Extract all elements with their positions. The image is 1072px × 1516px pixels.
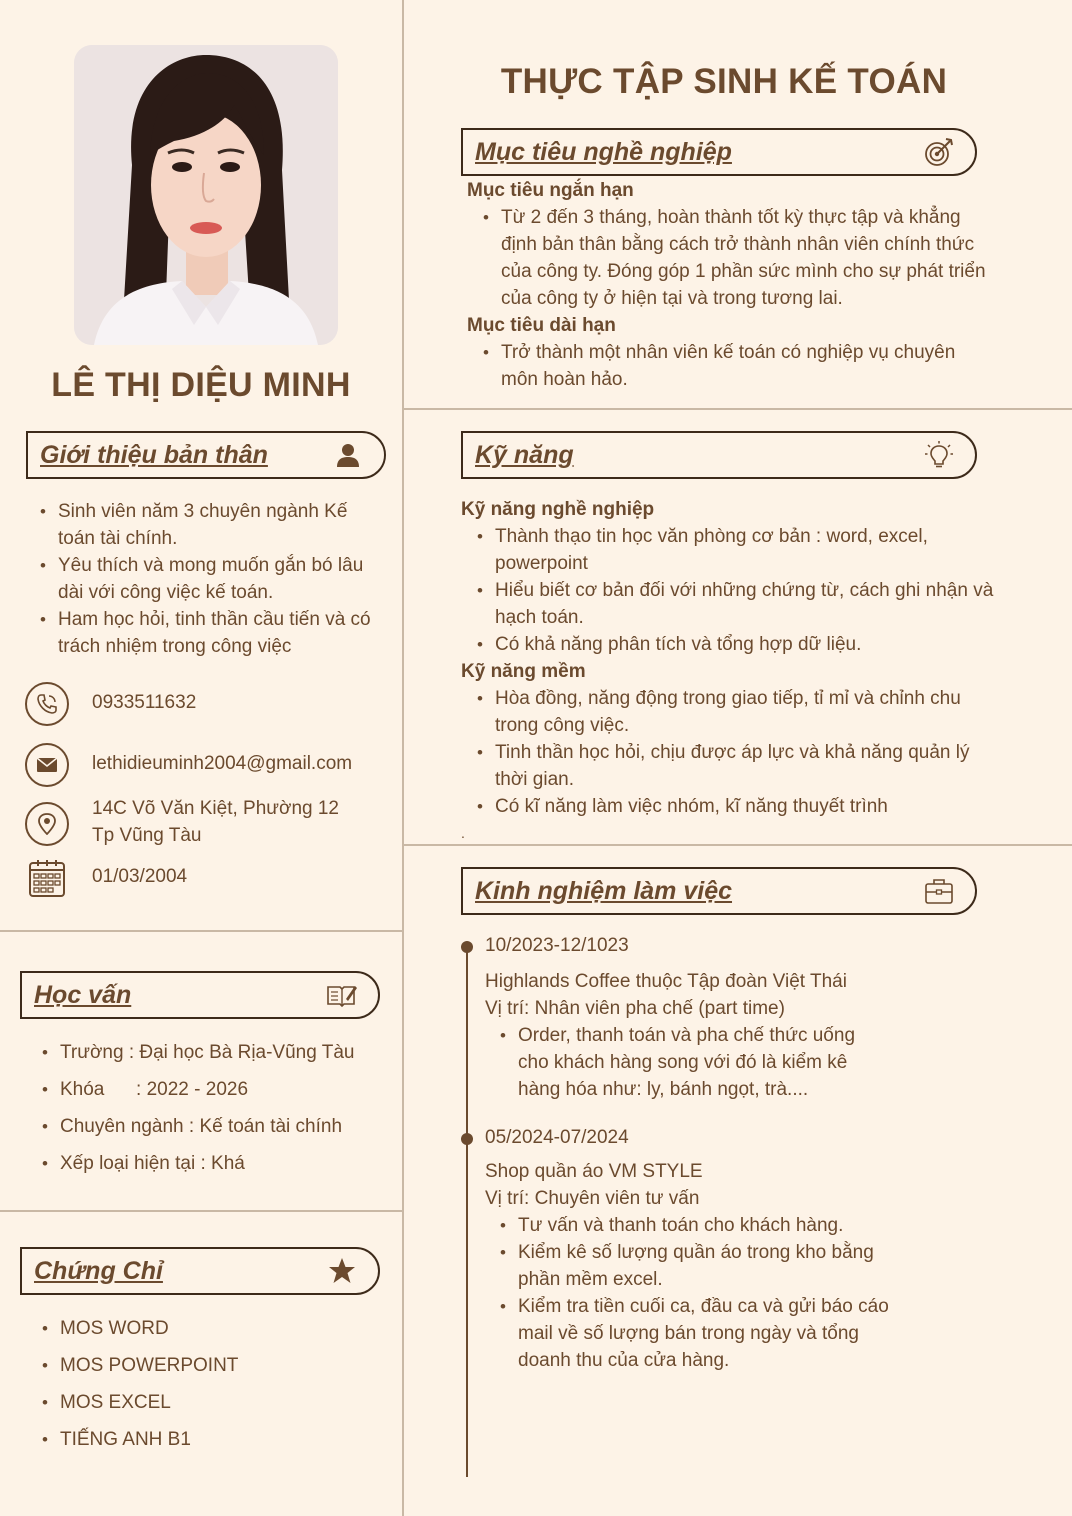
star-icon xyxy=(326,1255,358,1287)
experience-heading-text: Kinh nghiệm làm việc xyxy=(475,876,733,905)
skills-heading-text: Kỹ năng xyxy=(475,440,574,469)
address-line-1: 14C Võ Văn Kiệt, Phường 12 xyxy=(92,798,339,819)
job-period: 10/2023-12/1023 xyxy=(485,935,629,956)
list-item: • Có khả năng phân tích và tổng hợp dữ liệu. xyxy=(473,631,995,658)
phone-icon xyxy=(25,682,69,726)
email-icon xyxy=(25,743,69,787)
list-item: • Khóa : 2022 - 2026 xyxy=(38,1076,388,1103)
list-item: • Yêu thích và mong muốn gắn bó lâu dài với công việc kế toán. xyxy=(36,552,376,606)
soft-skills-label: Kỹ năng mềm xyxy=(461,661,586,682)
certificates-heading xyxy=(20,1247,380,1295)
list-item: • Từ 2 đến 3 tháng, hoàn thành tốt kỳ thực tập và khẳng định bản thân bằng cách trở thành nhân viên chính thức của công ty. Đóng góp 1 phần sức mình cho sự phát triển của công ty ở hiện tại và trong tương lai. xyxy=(479,204,995,312)
pro-skills-label: Kỹ năng nghề nghiệp xyxy=(461,499,655,520)
job-period: 05/2024-07/2024 xyxy=(485,1127,629,1148)
person-icon xyxy=(332,439,364,471)
list-item: • Trở thành một nhân viên kế toán có nghiệp vụ chuyên môn hoàn hảo. xyxy=(479,339,995,393)
date-of-birth: 01/03/2004 xyxy=(92,866,188,887)
list-item: • MOS EXCEL xyxy=(38,1389,388,1416)
job-company: Highlands Coffee thuộc Tập đoàn Việt Thái xyxy=(485,971,847,992)
briefcase-icon xyxy=(923,875,955,907)
job-duties-list xyxy=(496,1022,886,1103)
intro-heading-text: Giới thiệu bản thân xyxy=(40,440,268,469)
short-term-label: Mục tiêu ngắn hạn xyxy=(467,180,634,201)
section-divider xyxy=(0,930,402,932)
intro-heading xyxy=(26,431,386,479)
list-item: • Hiểu biết cơ bản đối với những chứng từ, cách ghi nhận và hạch toán. xyxy=(473,577,995,631)
certificates-list xyxy=(38,1315,388,1453)
list-item: • Kiểm tra tiền cuối ca, đầu ca và gửi báo cáo mail về số lượng bán trong ngày và tổng doanh thu của cửa hàng. xyxy=(496,1293,906,1374)
short-term-list xyxy=(479,204,995,312)
list-item: • MOS WORD xyxy=(38,1315,388,1342)
objective-heading xyxy=(461,128,977,176)
job-position: Vị trí: Chuyên viên tư vấn xyxy=(485,1188,700,1209)
certificates-heading-text: Chứng Chỉ xyxy=(34,1256,163,1285)
job-title: THỰC TẬP SINH KẾ TOÁN xyxy=(500,62,948,101)
location-icon xyxy=(25,802,69,846)
intro-list xyxy=(36,498,376,660)
list-item: • Hòa đồng, năng động trong giao tiếp, tỉ mỉ và chỉnh chu trong công việc. xyxy=(473,685,995,739)
lightbulb-icon xyxy=(923,439,955,471)
long-term-label: Mục tiêu dài hạn xyxy=(467,315,616,336)
list-item: • Sinh viên năm 3 chuyên ngành Kế toán tài chính. xyxy=(36,498,376,552)
list-item: • Chuyên ngành : Kế toán tài chính xyxy=(38,1113,388,1140)
candidate-name: LÊ THỊ DIỆU MINH xyxy=(51,366,351,404)
section-divider xyxy=(0,1210,402,1212)
experience-heading xyxy=(461,867,977,915)
list-item: • TIẾNG ANH B1 xyxy=(38,1426,388,1453)
pro-skills-list xyxy=(473,523,995,658)
section-divider xyxy=(404,844,1072,846)
timeline-dot xyxy=(461,1133,473,1145)
list-item: • MOS POWERPOINT xyxy=(38,1352,388,1379)
list-item: • Xếp loại hiện tại : Khá xyxy=(38,1150,388,1177)
list-item: • Ham học hỏi, tinh thần cầu tiến và có trách nhiệm trong công việc xyxy=(36,606,376,660)
column-divider xyxy=(402,0,404,1516)
list-item: • Thành thạo tin học văn phòng cơ bản : word, excel, powerpoint xyxy=(473,523,995,577)
calendar-icon xyxy=(27,858,67,898)
education-list xyxy=(38,1039,388,1177)
soft-skills-list xyxy=(473,685,995,820)
list-item: • Kiểm kê số lượng quần áo trong kho bằng phần mềm excel. xyxy=(496,1239,906,1293)
section-divider xyxy=(404,408,1072,410)
job-duties-list xyxy=(496,1212,906,1374)
book-pen-icon xyxy=(326,979,358,1011)
target-icon xyxy=(923,136,955,168)
job-position: Vị trí: Nhân viên pha chế (part time) xyxy=(485,998,785,1019)
phone-number: 0933511632 xyxy=(92,692,197,713)
profile-photo xyxy=(74,45,338,345)
timeline-dot xyxy=(461,941,473,953)
trailing-dot: . xyxy=(461,825,465,841)
list-item: • Trường : Đại học Bà Rịa-Vũng Tàu xyxy=(38,1039,388,1066)
skills-heading xyxy=(461,431,977,479)
objective-heading-text: Mục tiêu nghề nghiệp xyxy=(475,137,732,166)
long-term-list xyxy=(479,339,995,393)
education-heading xyxy=(20,971,380,1019)
education-heading-text: Học vấn xyxy=(34,980,132,1009)
list-item: • Có kĩ năng làm việc nhóm, kĩ năng thuyết trình xyxy=(473,793,995,820)
email-address: lethidieuminh2004@gmail.com xyxy=(92,753,353,774)
list-item: • Order, thanh toán và pha chế thức uống cho khách hàng song với đó là kiểm kê hàng hóa như: ly, bánh ngọt, trà.... xyxy=(496,1022,886,1103)
address-line-2: Tp Vũng Tàu xyxy=(92,825,202,846)
timeline-line xyxy=(466,945,468,1477)
list-item: • Tư vấn và thanh toán cho khách hàng. xyxy=(496,1212,906,1239)
job-company: Shop quần áo VM STYLE xyxy=(485,1161,703,1182)
list-item: • Tinh thần học hỏi, chịu được áp lực và khả năng quản lý thời gian. xyxy=(473,739,995,793)
